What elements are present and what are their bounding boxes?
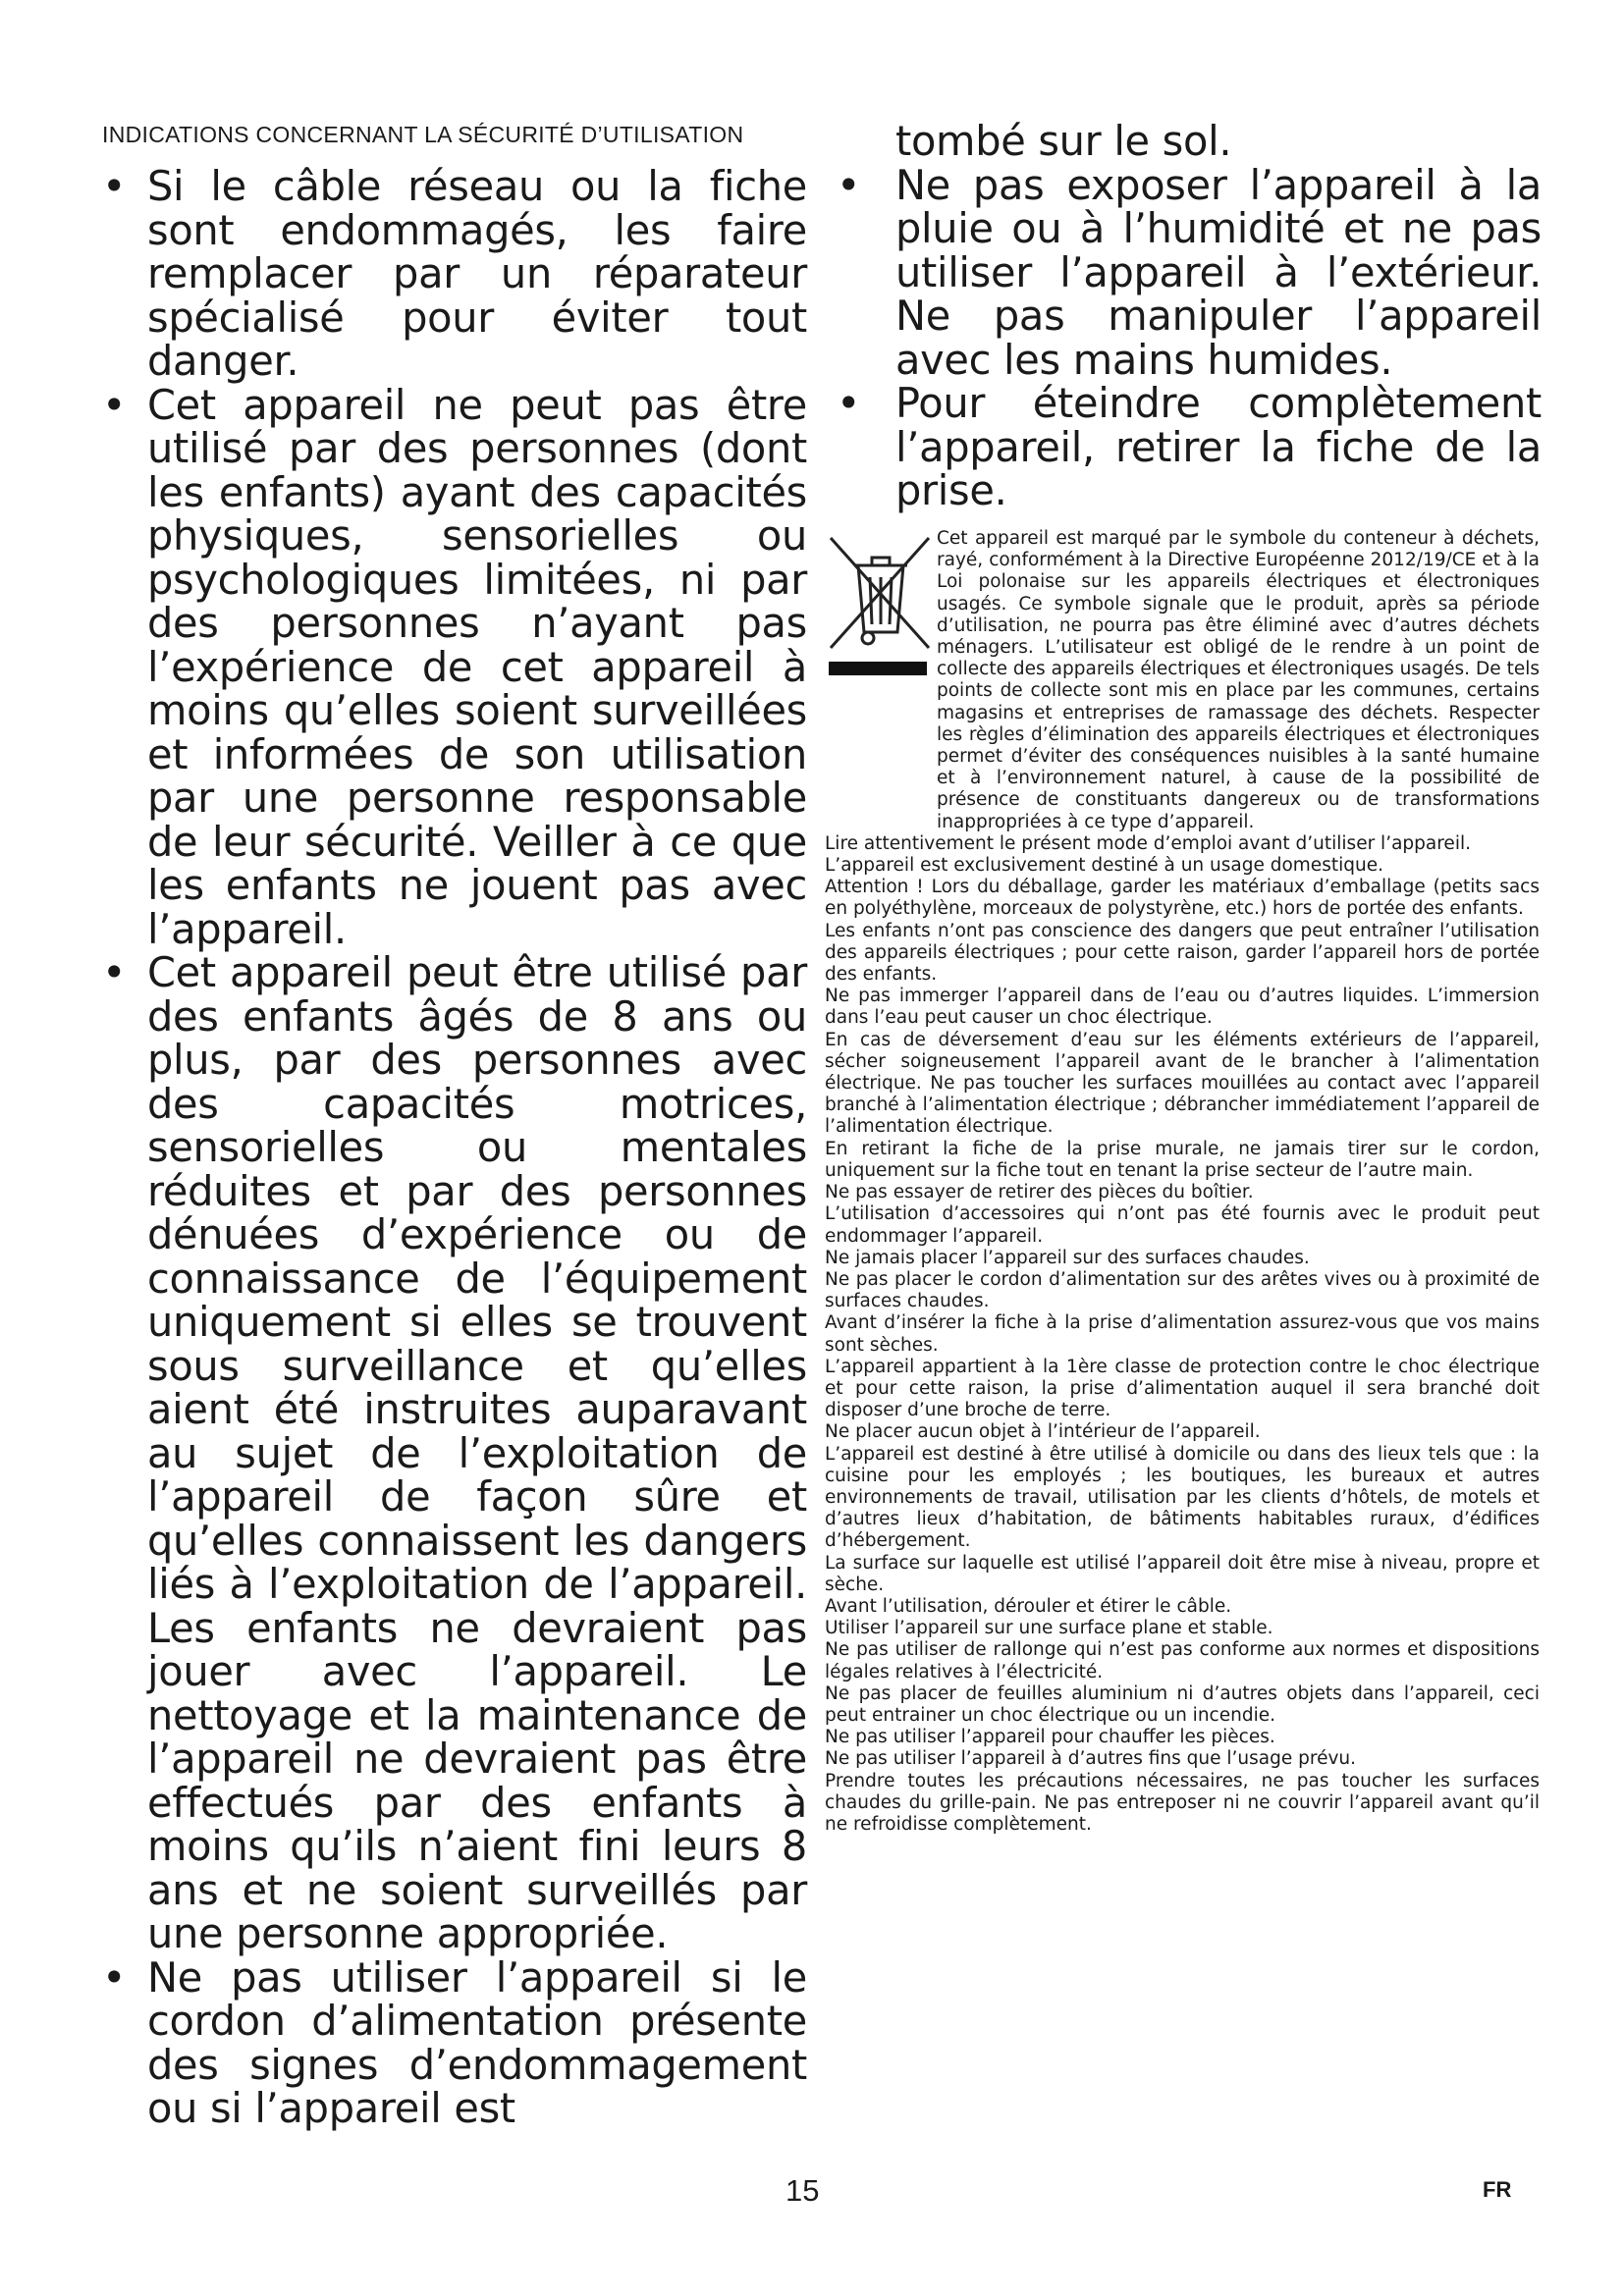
bullet-icon: • <box>102 380 127 429</box>
list-item: L’appareil appartient à la 1ère classe de protection contre le choc électrique et pour cette raison, la prise d’alimentation auquel il sera branché doit disposer d’une broche de terre. <box>825 1356 1540 1421</box>
list-item: Ne pas utiliser l’appareil pour chauffer les pièces. <box>825 1727 1275 1748</box>
list-item: Lire attentivement le présent mode d’emploi avant d’utiliser l’appareil. <box>825 832 1471 854</box>
list-item: Ne pas immerger l’appareil dans de l’eau ou d’autres liquides. L’immersion dans l’eau peut causer un choc électrique. <box>825 986 1540 1029</box>
list-item: • Ne pas utiliser l’appareil si le cordon d’alimentation présente des signes d’endommagement ou si l’appareil est <box>102 1952 807 2132</box>
list-item: Ne placer aucun objet à l’intérieur de l’appareil. <box>825 1421 1261 1443</box>
list-item: Les enfants n’ont pas conscience des dangers que peut entraîner l’utilisation des appareils électriques ; pour cette raison, garder l’appareil hors de portée des enfants. <box>825 920 1540 986</box>
list-item: En retirant la fiche de la prise murale, ne jamais tirer sur le cordon, uniquement sur la fiche tout en tenant la prise secteur de l’autre main. <box>825 1138 1540 1181</box>
weee-text: Cet appareil est marqué par le symbole du conteneur à déchets, rayé, conformément à la Directive Européenne 2012/19/CE et à la Loi polonaise sur les appareils électriques et électroniques usagés. Ce symbole signale que le produit, après sa période d’utilisation, ne pourra pas être éliminé avec d’autres déchets ménagers. L’utilisateur est obligé de le rendre à un point de collecte des appareils électriques et électroniques usagés. De tels points de collecte sont mis en place par les communes, certains magasins et entreprises de ramassage des déchets. Respecter les règles d’élimination des appareils électriques et électroniques permet d’éviter des conséquences nuisibles à la santé humaine et à l’environnement naturel, à cause de la possibilité de présence de constituants dangereux ou de transformations inappropriées à ce type d’appareil. <box>937 528 1540 832</box>
page-number: 15 <box>785 2173 820 2208</box>
list-item: Prendre toutes les précautions nécessaires, ne pas toucher les surfaces chaudes du grille-pain. Ne pas entreposer ni ne couvrir l’appareil avant qu’il ne refroidisse complètement. <box>825 1770 1540 1835</box>
list-item: • Ne pas exposer l’appareil à la pluie ou à l’humidité et ne pas utiliser l’appareil à l’extérieur. Ne pas manipuler l’appareil avec les mains humides. <box>837 160 1542 384</box>
list-item: Utiliser l’appareil sur une surface plane et stable. <box>825 1618 1273 1639</box>
list-item: Ne jamais placer l’appareil sur des surfaces chaudes. <box>825 1247 1310 1268</box>
bullet-icon: • <box>102 1952 127 2002</box>
bullet-icon: • <box>102 948 127 996</box>
continued-item-text: tombé sur le sol. <box>895 117 1232 165</box>
bullet-icon: • <box>102 162 127 210</box>
weee-header <box>825 528 1540 833</box>
list-item: • Pour éteindre complètement l’appareil, retirer la fiche de la prise. <box>837 379 1542 514</box>
section-header: INDICATIONS CONCERNANT LA SÉCURITÉ D’UTILISATION <box>102 122 744 147</box>
list-item: L’utilisation d’accessoires qui n’ont pas été fournis avec le produit peut endommager l’appareil. <box>825 1203 1540 1247</box>
right-bullet-list <box>825 160 1542 514</box>
list-item: Ne pas utiliser de rallonge qui n’est pas conforme aux normes et dispositions légales relatives à l’électricité. <box>825 1639 1540 1682</box>
list-item: Ne pas placer le cordon d’alimentation sur des arêtes vives ou à proximité de surfaces chaudes. <box>825 1268 1540 1312</box>
list-item: • Cet appareil peut être utilisé par des enfants âgés de 8 ans ou plus, par des personnes avec des capacités motrices, sensorielles ou mentales réduites et par des personnes dénuées d’expérience ou de connaissance de l’équipement uniquement si elles se trouvent sous surveillance et qu’elles aient été instruites auparavant au sujet de l’exploitation de l’appareil de façon sûre et qu’elles connaissent les dangers liés à l’exploitation de l’appareil. Les enfants ne devraient pas jouer avec l’appareil. Le nettoyage et la maintenance de l’appareil ne devraient pas être effectués par des enfants à moins qu’ils n’aient fini leurs 8 ans et ne soient surveillés par une personne appropriée. <box>102 948 807 1957</box>
left-column <box>94 162 807 2132</box>
list-item: L’appareil est exclusivement destiné à un usage domestique. <box>825 855 1383 877</box>
safety-notes <box>825 833 1540 1836</box>
bullet-icon: • <box>837 160 861 209</box>
list-item: Avant d’insérer la fiche à la prise d’alimentation assurez-vous que vos mains sont sèches. <box>825 1312 1540 1356</box>
list-item: Attention ! Lors du déballage, garder les matériaux d’emballage (petits sacs en polyéthylène, morceaux de polystyrène, etc.) hors de portée des enfants. <box>825 877 1540 920</box>
list-item: Ne pas utiliser l’appareil à d’autres fins que l’usage prévu. <box>825 1748 1357 1770</box>
list-item: Avant l’utilisation, dérouler et étirer le câble. <box>825 1595 1232 1617</box>
list-item: Ne pas essayer de retirer des pièces du boîtier. <box>825 1182 1254 1203</box>
list-item: • Cet appareil ne peut pas être utilisé par des personnes (dont les enfants) ayant des capacités physiques, sensorielles ou psychologiques limitées, ni par des personnes n’ayant pas l’expérience de cet appareil à moins qu’elles soient surveillées et informées de son utilisation par une personne responsable de leur sécurité. Veiller à ce que les enfants ne jouent pas avec l’appareil. <box>102 380 807 953</box>
list-item: L’appareil est destiné à être utilisé à domicile ou dans des lieux tels que : la cuisine pour les employés ; les boutiques, les bureaux et autres environnements de travail, utilisation par les clients d’hôtels, de motels et d’autres lieux d’habitation, de bâtiments habitables ruraux, d’édifices d’hébergement. <box>825 1443 1540 1552</box>
list-item: • Si le câble réseau ou la fiche sont endommagés, les faire remplacer par un réparateur spécialisé pour éviter tout danger. <box>102 162 807 385</box>
list-item: Ne pas placer de feuilles aluminium ni d’autres objets dans l’appareil, ceci peut entrainer un choc électrique ou un incendie. <box>825 1682 1540 1726</box>
list-item: La surface sur laquelle est utilisé l’appareil doit être mise à niveau, propre et sèche. <box>825 1552 1540 1595</box>
right-column <box>825 117 1542 514</box>
crossed-bin-icon <box>825 530 935 677</box>
list-item: En cas de déversement d’eau sur les éléments extérieurs de l’appareil, sécher soigneusement l’appareil avant de le brancher à l’alimentation électrique. Ne pas toucher les surfaces mouillées au contact avec l’appareil branché à l’alimentation électrique ; débrancher immédiatement l’appareil de l’alimentation électrique. <box>825 1029 1540 1138</box>
bullet-icon: • <box>837 379 861 427</box>
language-code: FR <box>1483 2177 1512 2202</box>
weee-notice <box>825 528 1540 1836</box>
left-bullet-list <box>94 162 807 2132</box>
